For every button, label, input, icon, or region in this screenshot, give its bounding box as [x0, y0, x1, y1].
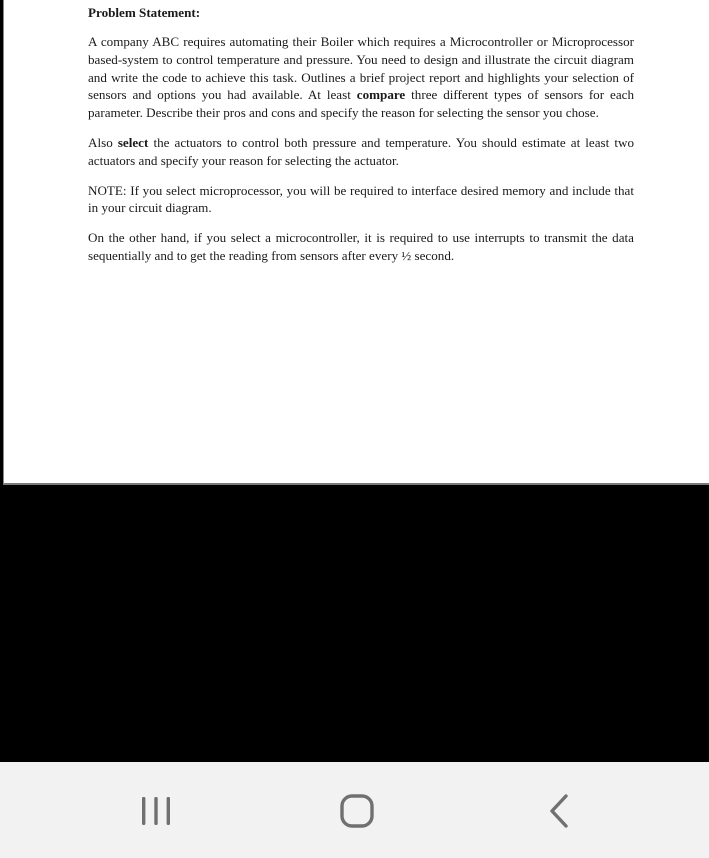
paragraph-microcontroller: On the other hand, if you select a microcontroller, it is required to use interrupts to transmit the data sequentially and to get the reading from sensors after every ½ second. [88, 230, 634, 263]
paragraph-text: three different types of sensors for each parameter. Describe their pros and cons and specify the reason for selecting the sensor you chose. [88, 87, 634, 121]
paragraph-text: the actuators to control both pressure and temperature. You should estimate at least two actuators and specify your reason for selecting the actuator. [88, 134, 634, 168]
back-button[interactable] [529, 784, 589, 838]
problem-statement-heading: Problem Statement: [88, 5, 201, 20]
back-chevron-icon [542, 793, 576, 829]
paragraph-text: Also [88, 134, 118, 150]
recent-apps-button[interactable] [126, 784, 186, 838]
paragraph-requirements [88, 33, 634, 122]
home-button[interactable] [327, 784, 387, 838]
recent-apps-icon [139, 794, 173, 828]
document-page [3, 0, 709, 485]
home-icon [338, 792, 376, 830]
emphasis-select: select [117, 134, 149, 150]
document-content [88, 4, 634, 277]
paragraph-text: A company ABC requires automating their Boiler which requires a Microcontroller or Microprocessor based-system to control temperature and pressure. You need to design and illustrate the circuit diagram and write the code to achieve this task. Outlines a brief project report and highlights your selection of sensors and options you had available. At least [88, 34, 634, 103]
paragraph-actuators [88, 134, 634, 170]
paragraph-note: NOTE: If you select microprocessor, you will be required to interface desired memory and include that in your circuit diagram. [88, 182, 634, 216]
navigation-bar [0, 762, 709, 858]
emphasis-compare: compare [356, 87, 406, 103]
